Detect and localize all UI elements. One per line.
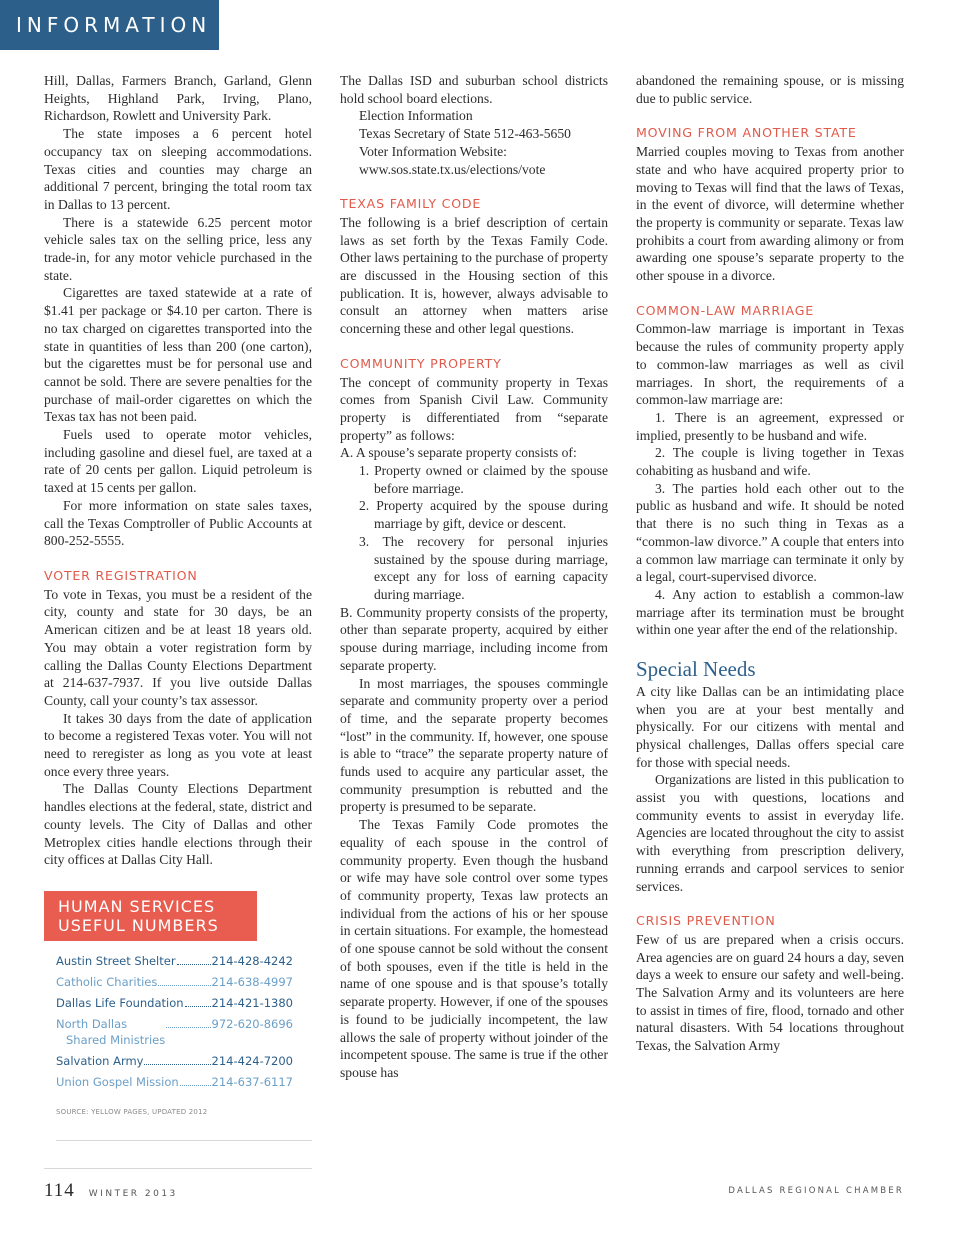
number-row — [56, 995, 293, 1011]
number-row — [56, 1074, 293, 1090]
useful-numbers-box — [44, 891, 312, 1141]
contact-line: Texas Secretary of State 512-463-5650 — [359, 126, 571, 142]
source-note: SOURCE: YELLOW PAGES, UPDATED 2012 — [56, 1107, 208, 1116]
column-middle — [340, 72, 608, 1082]
paragraph: Cigarettes are taxed statewide at a rate of $1.41 per package or $4.10 per carton. There is no tax charged on cigarettes transported into the state in quantities of less than 200 (one carton), but the cigarettes must be for personal use and cannot be sold. There are severe penalties for the purchase of mail-order cigarettes on which the Texas tax has not been paid. — [44, 285, 312, 425]
texas-family-code-heading: TEXAS FAMILY CODE — [340, 196, 482, 212]
paragraph: The state imposes a 6 percent hotel occupancy tax on sleeping accommodations. Texas cities and counties may charge an additional 7 percent, bringing the total room tax in Dallas to 13 percent. — [44, 126, 312, 212]
leader-dots — [144, 1064, 210, 1065]
paragraph: Few of us are prepared when a crisis occurs. Area agencies are on guard 24 hours a day, seven days a week to ensure our safety and well-being. The Salvation Army and its volunteers are here to assist in times of fire, flood, tornado and other natural disasters. With 54 locations throughout Texas, the Salvation Army — [636, 931, 904, 1054]
crisis-prevention-heading: CRISIS PREVENTION — [636, 913, 776, 929]
paragraph: There is a statewide 6.25 percent motor vehicle sales tax on the selling price, less any trade-in, for any motor vehicle purchased in the state. — [44, 214, 312, 283]
paragraph: The Dallas County Elections Department handles elections at the federal, state, district and county levels. The City of Dallas and other Metroplex cities handle elections through their city offices at Dallas City Hall. — [44, 781, 312, 868]
publisher-name: DALLAS REGIONAL CHAMBER — [728, 1186, 904, 1196]
voter-registration-heading: VOTER REGISTRATION — [44, 567, 198, 583]
common-law-marriage-heading: COMMON-LAW MARRIAGE — [636, 302, 815, 318]
special-needs-heading: Special Needs — [636, 657, 756, 682]
paragraph: 2. The couple is living together in Texas cohabiting as husband and wife. — [636, 445, 904, 479]
column-right — [636, 72, 904, 1055]
contact-line: Voter Information Website: — [359, 143, 507, 159]
organization-name: Salvation Army — [56, 1053, 144, 1068]
organization-name-line: Shared Ministries — [66, 1032, 166, 1047]
organization-name-line: North Dallas — [56, 1016, 128, 1031]
leader-dots — [180, 1085, 211, 1086]
leader-dots — [185, 1006, 211, 1007]
organization-name: Dallas Life Foundation — [56, 995, 184, 1010]
page-number: 114 — [44, 1180, 75, 1201]
contact-line: Election Information — [359, 108, 473, 124]
number-row — [56, 974, 293, 990]
paragraph: Common-law marriage is important in Texas because the rules of community property apply to common-law marriages as well as civil marriages. In short, the requirements of a common-law marriage are: — [636, 321, 904, 408]
section-tab: INFORMATION — [0, 0, 219, 50]
paragraph: 3. The parties hold each other out to the public as husband and wife. It should be noted that there is no such thing in Texas as a “common-law divorce.” A couple that enters into a common law marriage can terminate it only by a legal, court-supervised divorce. — [636, 480, 904, 585]
paragraph: To vote in Texas, you must be a resident of the city, county and state for 30 days, be an American citizen and be at least 18 years old. You may obtain a voter registration form by calling the Dallas County Elections Department at 214-637-7937. If you live outside Dallas County, call your county’s tax assessor. — [44, 586, 312, 708]
useful-numbers-list — [56, 953, 312, 1141]
paragraph: The Texas Family Code promotes the equality of each spouse in the control of community property. Even though the husband or wife may have sole control over some types of community property, Texas law protects an individual from the actions of his or her spouse in certain situations. For example, the homestead of one spouse cannot be sold without the consent of both spouses, even if the title is held in the name of one spouse and is that spouse’s totally separate property. However, if one of the spouses is found to be judicially incompetent, the law allows the sale of property without joinder of the incompetent spouse. The same is true if the other spouse has — [340, 817, 608, 1080]
title-line: USEFUL NUMBERS — [58, 915, 219, 935]
list-item: 2. Property acquired by the spouse during marriage by gift, device or descent. — [359, 498, 608, 532]
folio — [44, 1180, 178, 1202]
useful-numbers-title — [44, 891, 257, 941]
paragraph: The following is a brief description of certain laws as set forth by the Texas Family Code. Other laws pertaining to the purchase of property are discussed in the Housing section of this publication. It is, however, always advisable to consult an attorney when matters arise concerning these and other legal questions. — [340, 214, 608, 337]
phone-number: 214-637-6117 — [211, 1074, 293, 1089]
contact-info — [340, 107, 608, 178]
organization-name: Austin Street Shelter — [56, 953, 176, 968]
list-item: 1. Property owned or claimed by the spouse before marriage. — [359, 463, 608, 496]
paragraph: 4. Any action to establish a common-law marriage after its termination must be brought within one year after the end of the relationship. — [636, 586, 904, 638]
organization-name — [56, 1016, 165, 1048]
phone-number: 972-620-8696 — [211, 1016, 293, 1031]
paragraph: The concept of community property in Texas comes from Spanish Civil Law. Community property is differentiated from “separate property” as follows: — [340, 374, 608, 443]
phone-number: 214-424-7200 — [211, 1053, 293, 1068]
paragraph: For more information on state sales taxes, call the Texas Comptroller of Public Accounts at 800-252-5555. — [44, 497, 312, 549]
footer-rule — [44, 1168, 312, 1169]
paragraph: Fuels used to operate motor vehicles, including gasoline and diesel fuel, are taxed at a rate of 20 cents per gallon. Liquid petroleum is taxed at 15 cents per gallon. — [44, 427, 312, 496]
leader-dots — [158, 985, 210, 986]
paragraph: B. Community property consists of the property, other than separate property, acquired by either spouse during marriage, including income from separate property. — [340, 604, 608, 673]
column-left — [44, 72, 312, 1141]
paragraph: Organizations are listed in this publication to assist you with questions, locations and community events to assist in everyday life. Agencies are located throughout the city to assist with everything from prescription delivery, running errands and carpool services to senior services. — [636, 772, 904, 894]
paragraph: 1. There is an agreement, expressed or implied, presently to be husband and wife. — [636, 409, 904, 443]
separate-property-list — [340, 462, 608, 604]
number-row — [56, 1016, 293, 1048]
paragraph: A. A spouse’s separate property consists of: — [340, 445, 577, 461]
phone-number: 214-421-1380 — [211, 995, 293, 1010]
paragraph: abandoned the remaining spouse, or is missing due to public service. — [636, 73, 904, 106]
title-line: HUMAN SERVICES — [58, 896, 216, 916]
number-row — [56, 1053, 293, 1069]
paragraph: Married couples moving to Texas from another state and who have acquired property prior to moving to Texas will find that the laws of Texas, in the event of divorce, will determine whether the property is community or separate. Texas law prohibits a court from awarding alimony or from awarding one spouse’s separate property to the other spouse in a divorce. — [636, 144, 904, 284]
issue-season: WINTER 2013 — [88, 1189, 178, 1199]
paragraph: Hill, Dallas, Farmers Branch, Garland, Glenn Heights, Highland Park, Irving, Plano, Richardson, Rowlett and University Park. — [44, 73, 312, 124]
organization-name: Catholic Charities — [56, 974, 158, 989]
moving-from-another-state-heading: MOVING FROM ANOTHER STATE — [636, 125, 857, 141]
list-item: 3. The recovery for personal injuries sustained by the spouse during marriage, except any for loss of earning capacity during marriage. — [359, 533, 608, 602]
phone-number: 214-428-4242 — [211, 953, 293, 968]
organization-name: Union Gospel Mission — [56, 1074, 179, 1089]
leader-dots — [166, 1027, 210, 1028]
website-url: www.sos.state.tx.us/elections/vote — [359, 161, 546, 177]
number-row — [56, 953, 293, 969]
community-property-heading: COMMUNITY PROPERTY — [340, 355, 502, 371]
leader-dots — [177, 964, 211, 965]
paragraph: In most marriages, the spouses commingle separate and community property over a period of time, and the separate property becomes “lost” in the community. If, however, one spouse is able to “trace” the separate property nature of funds used to acquire any particular asset, the community presumption is rebutted and the property is presumed to be separate. — [340, 675, 608, 815]
paragraph: It takes 30 days from the date of application to become a registered Texas voter. You will not need to reregister as long as you vote at least once every three years. — [44, 710, 312, 779]
phone-number: 214-638-4997 — [211, 974, 293, 989]
paragraph: The Dallas ISD and suburban school districts hold school board elections. — [340, 73, 608, 106]
paragraph: A city like Dallas can be an intimidating place when you are at your best mentally and physically. For our citizens with mental and physical challenges, Dallas offers special care for those with special needs. — [636, 683, 904, 770]
